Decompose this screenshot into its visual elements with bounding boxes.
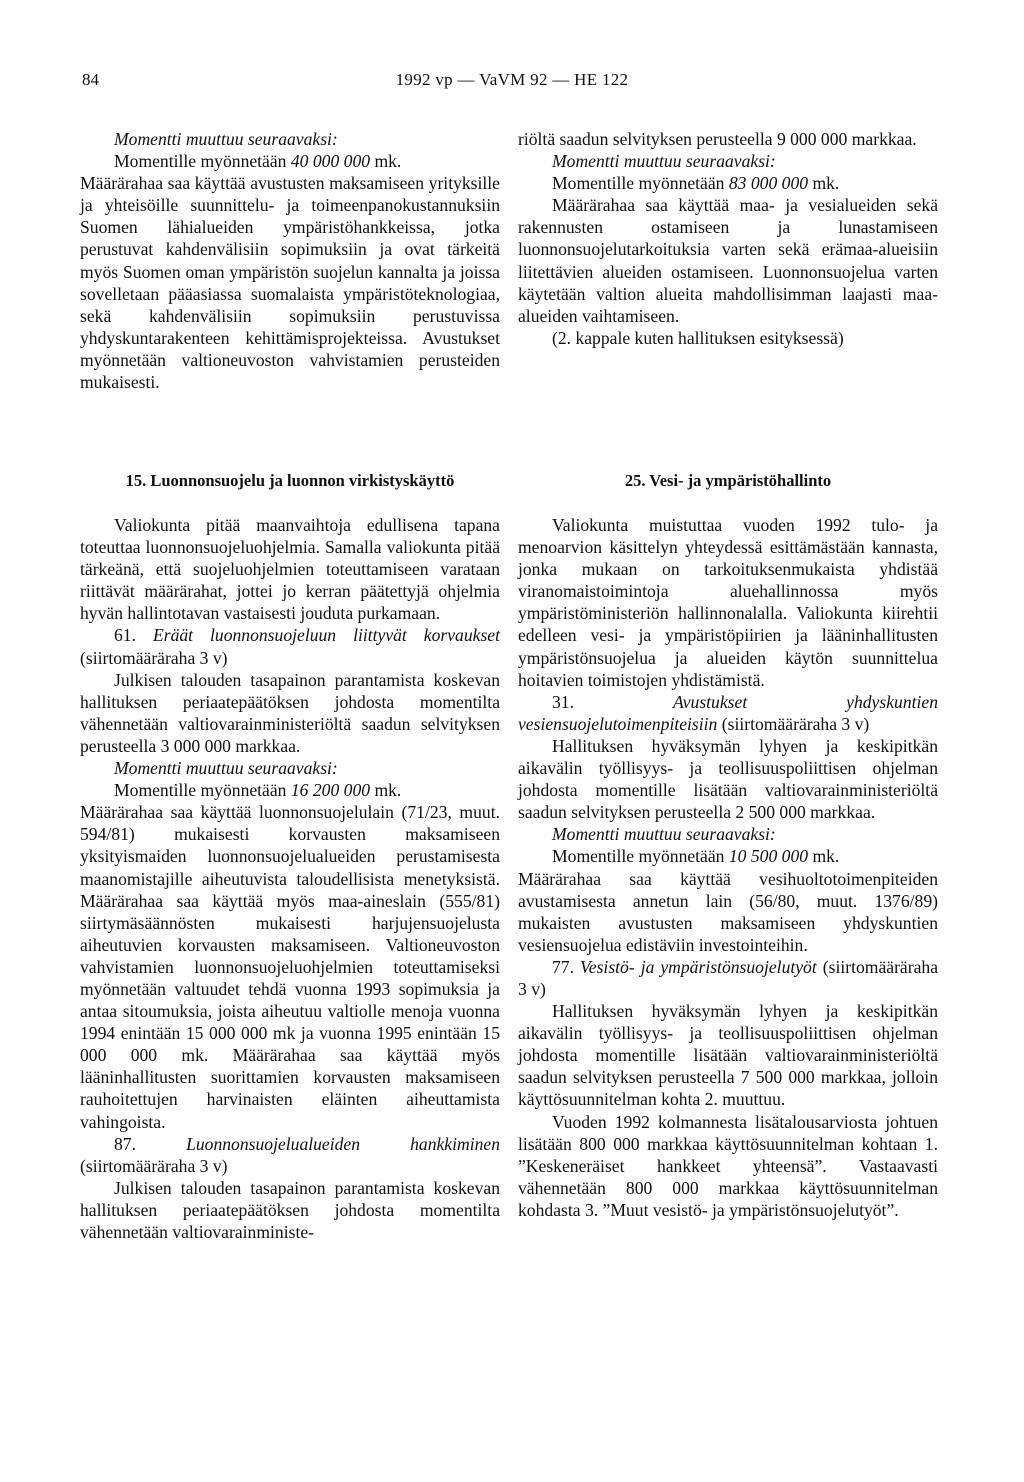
item-type: (siirtomääräraha 3 v) [518, 956, 939, 999]
paragraph: Määrärahaa saa käyttää maa- ja vesialueiden sekä rakennusten ostamiseen ja lunastamiseen luonnonsuojelutarkoituksia varten sekä erämaa-alueisiin liitettävien alueiden ostamiseen. Luonnonsuojelua varten käytetään valtion alueita mahdollisimman laajasti maa-alueiden vaihtamiseen. [518, 195, 938, 326]
paragraph: Määrärahaa saa käyttää vesihuoltotoimenpiteiden avustamisesta annetun lain (56/80, muut. 1376/89) mukaisten avustusten maksamiseen yhdyskuntien vesiensuojelua edistäviin investointeihin. [518, 868, 938, 955]
item-type: (siirtomääräraha 3 v) [717, 713, 870, 734]
momentti-amount-line [80, 150, 500, 172]
paragraph: riöltä saadun selvityksen perusteella 9 000 000 markkaa. [518, 129, 917, 149]
item-type: (siirtomääräraha 3 v) [80, 1155, 228, 1176]
paragraph: Julkisen talouden tasapainon parantamista koskevan hallituksen periaatepäätöksen johdosta momentilta vähennetään valtiovarainministeriöltä saadun selvityksen perusteella 3 000 000 markkaa. [80, 669, 500, 756]
paragraph: Hallituksen hyväksymän lyhyen ja keskipitkän aikavälin työllisyys- ja teollisuuspoliittisen ohjelman johdosta momentille lisätään valtiovarainministeriöltä saadun selvityksen perusteella 2 500 000 markkaa. [518, 735, 938, 823]
item-31-title [518, 691, 938, 735]
paragraph: Valiokunta pitää maanvaihtoja edullisena tapana toteuttaa luonnonsuojeluohjelmia. Samalla valiokunta pitää tärkeänä, että suojeluohjelmien toteuttamiseen varataan riittävät määrärahat, jottei jo kerran päätettyjä ohjelmia hyvän hallintotavan vastaisesti jouduta purkamaan. [80, 515, 500, 624]
page-header [0, 70, 1024, 100]
amount-prefix: Momentille myönnetään [114, 780, 291, 801]
section-heading-15: 15. Luonnonsuojelu ja luonnon virkistyskäyttö [125, 471, 455, 490]
amount-value: 83 000 000 [728, 173, 809, 194]
amount-prefix: Momentille myönnetään [114, 151, 291, 172]
amount-suffix: mk. [808, 173, 840, 194]
amount-value: 10 500 000 [728, 846, 809, 867]
amount-prefix: Momentille myönnetään [552, 846, 729, 867]
item-number: 77. [552, 956, 580, 977]
momentti-label: Momentti muuttuu seuraavaksi: [552, 824, 776, 845]
item-title: Vesistö- ja ympäristönsuojelutyöt [579, 956, 817, 977]
momentti-label: Momentti muuttuu seuraavaksi: [114, 129, 338, 149]
top-left-column [80, 128, 500, 393]
top-right-column [518, 128, 938, 349]
item-87-title [80, 1133, 500, 1177]
paragraph: Julkisen talouden tasapainon parantamista koskevan hallituksen periaatepäätöksen johdosta momentilta vähennetään valtiovarainministe- [80, 1177, 500, 1242]
amount-suffix: mk. [370, 780, 402, 801]
paragraph: Hallituksen hyväksymän lyhyen ja keskipitkän aikavälin työllisyys- ja teollisuuspoliittisen ohjelman johdosta momentille lisätään valtiovarainministeriöltä saadun selvityksen perusteella 7 500 000 markkaa, jolloin käyttösuunnitelman kohta 2. muuttuu. [518, 1001, 938, 1110]
item-77-title [518, 956, 938, 1000]
momentti-label: Momentti muuttuu seuraavaksi: [552, 151, 776, 172]
amount-value: 40 000 000 [290, 151, 371, 172]
amount-suffix: mk. [370, 151, 402, 172]
momentti-amount-line [518, 172, 938, 194]
amount-prefix: Momentille myönnetään [552, 173, 729, 194]
item-title: Avustukset yhdyskuntien vesiensuojelutoimenpiteisiin [518, 691, 938, 734]
item-61-title [80, 624, 500, 668]
paragraph-note: (2. kappale kuten hallituksen esityksessä) [552, 327, 844, 348]
paragraph: Määrärahaa saa käyttää avustusten maksamiseen yrityksille ja yhteisöille suunnittelu- ja toimeenpanokustannuksiin Suomen lähialueiden ympäristöhankkeissa, jotka perustuvat kahdenvälisiin sopimuksiin ja ovat tärkeitä myös Suomen oman ympäristön suojelun kannalta ja joissa sovelletaan pääasiassa suomalaista ympäristöteknologiaa, sekä kahdenvälisiin sopimuksiin perustuvissa yhdyskuntarakenteen kehittämisprojekteissa. Avustukset myönnetään valtioneuvoston vahvistamien perusteiden mukaisesti. [80, 173, 500, 393]
amount-suffix: mk. [808, 846, 840, 867]
item-title: Eräät luonnonsuojeluun liittyvät korvaukset [152, 625, 500, 646]
right-section-body [518, 514, 938, 1221]
paragraph: Vuoden 1992 kolmannesta lisätalousarviosta johtuen lisätään 800 000 markkaa käyttösuunnitelman kohtaan 1. ”Keskeneräiset hankkeet yhteensä”. Vastaavasti vähennetään 800 000 markkaa käyttösuunnitelman kohdasta 3. ”Muut vesistö- ja ympäristönsuojelutyöt”. [518, 1111, 938, 1220]
momentti-amount-line [80, 779, 500, 801]
page-number: 84 [82, 70, 99, 89]
item-number: 61. [114, 625, 153, 646]
item-type: (siirtomääräraha 3 v) [80, 647, 228, 668]
paragraph: Valiokunta muistuttaa vuoden 1992 tulo- ja menoarvion käsittelyn yhteydessä esittämästään kannasta, jonka mukaan on tarkoituksenmukaista yhdistää viranomaistoimintoja aluehallinnossa myös ympäristöministeriön hallinnonalalla. Valiokunta kiirehtii edelleen vesi- ja ympäristöpiirien ja lääninhallitusten ympäristönsuojelua ja alueiden käytön suunnittelua hoitavien toimistojen yhdistämistä. [518, 515, 938, 690]
item-number: 87. [114, 1133, 187, 1154]
momentti-amount-line [518, 845, 938, 867]
item-number: 31. [552, 691, 673, 712]
section-heading-25: 25. Vesi- ja ympäristöhallinto [624, 471, 832, 490]
running-title: 1992 vp — VaVM 92 — HE 122 [395, 70, 629, 89]
amount-value: 16 200 000 [290, 780, 371, 801]
momentti-label: Momentti muuttuu seuraavaksi: [114, 758, 338, 779]
item-title: Luonnonsuojelualueiden hankkiminen [186, 1133, 500, 1154]
paragraph: Määrärahaa saa käyttää luonnonsuojelulain (71/23, muut. 594/81) mukaisesti korvausten maksamiseen yksityismaiden luonnonsuojelualueiden perustamisesta maanomistajille aiheutuvista taloudellisista menetyksistä. Määrärahaa saa käyttää myös maa-aineslain (555/81) siirtymäsäännösten mukaisesti harjujensuojelusta aiheutuvien korvausten maksamiseen. Valtioneuvoston vahvistamien luonnonsuojeluohjelmien toteuttamiseksi myönnetään valtuudet tehdä vuonna 1993 sopimuksia ja antaa sitoumuksia, joista aiheutuu valtiolle menoja vuonna 1994 enintään 15 000 000 mk ja vuonna 1995 enintään 15 000 000 mk. Määrärahaa saa käyttää myös lääninhallitusten suorittamien korvausten maksamiseen rauhoitettujen harvinaisten eläinten aiheuttamista vahingoista. [80, 802, 500, 1132]
left-section-body [80, 514, 500, 1243]
